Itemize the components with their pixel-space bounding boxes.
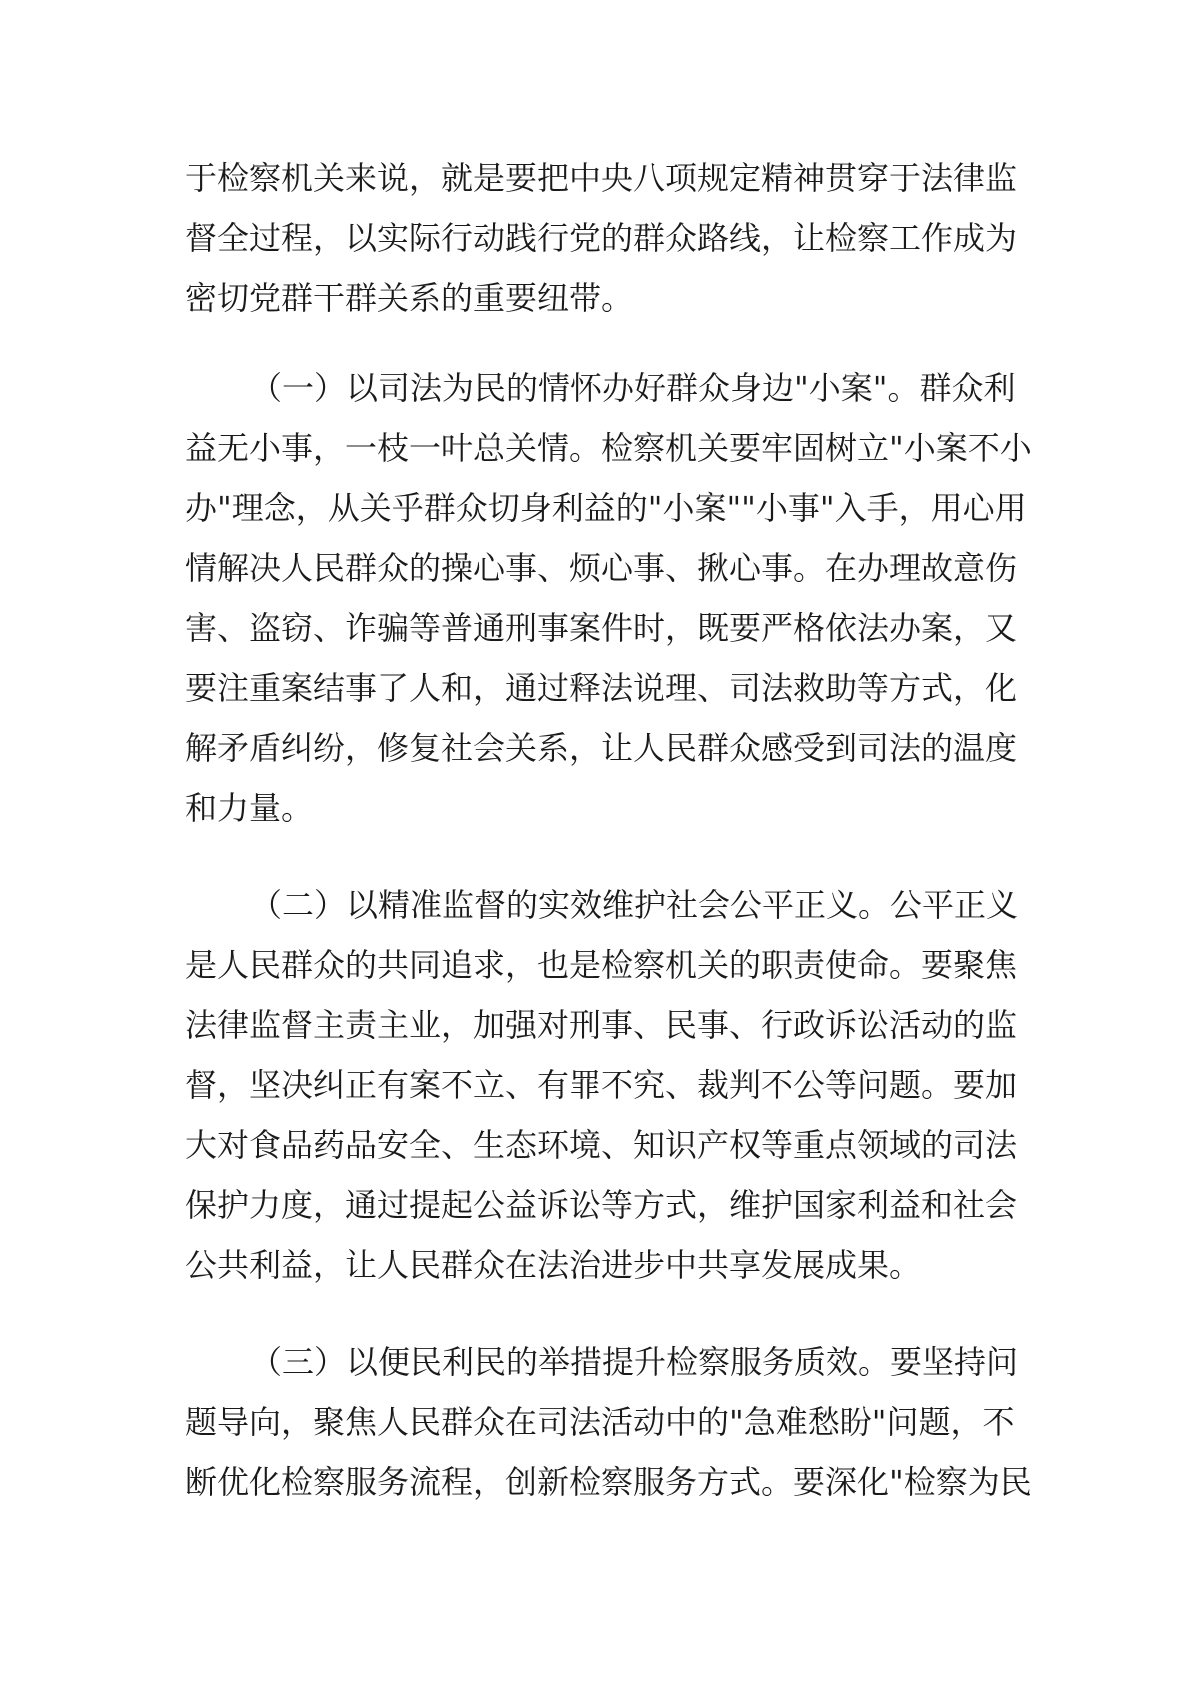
text-line: 情解决人民群众的操心事、烦心事、揪心事。在办理故意伤: [185, 549, 1018, 587]
paragraph-section-2: [185, 875, 1019, 1295]
text-line: 益无小事，一枝一叶总关情。检察机关要牢固树立"小案不小: [185, 429, 1032, 467]
text-line: 密切党群干群关系的重要纽带。: [185, 279, 634, 317]
paragraph-continuation: [185, 148, 1018, 328]
text-line: 和力量。: [185, 789, 314, 827]
section-heading-line: （三）以便民利民的举措提升检察服务质效。要坚持问: [250, 1343, 1019, 1381]
text-line: 保护力度，通过提起公益诉讼等方式，维护国家利益和社会: [185, 1186, 1018, 1224]
text-line: 害、盗窃、诈骗等普通刑事案件时，既要严格依法办案，又: [185, 609, 1018, 647]
text-line: 大对食品药品安全、生态环境、知识产权等重点领域的司法: [185, 1126, 1018, 1164]
text-line: 断优化检察服务流程，创新检察服务方式。要深化"检察为民: [185, 1463, 1032, 1501]
text-line: 是人民群众的共同追求，也是检察机关的职责使命。要聚焦: [185, 946, 1018, 984]
text-line: 督，坚决纠正有案不立、有罪不究、裁判不公等问题。要加: [185, 1066, 1018, 1104]
section-heading-line: （一）以司法为民的情怀办好群众身边"小案"。群众利: [250, 369, 1016, 407]
text-line: 督全过程，以实际行动践行党的群众路线，让检察工作成为: [185, 219, 1018, 257]
text-line: 法律监督主责主业，加强对刑事、民事、行政诉讼活动的监: [185, 1006, 1018, 1044]
text-line: 要注重案结事了人和，通过释法说理、司法救助等方式，化: [185, 669, 1018, 707]
text-line: 题导向，聚焦人民群众在司法活动中的"急难愁盼"问题，不: [185, 1403, 1015, 1441]
text-line: 办"理念，从关乎群众切身利益的"小案""小事"入手，用心用: [185, 489, 1027, 527]
text-line: 解矛盾纠纷，修复社会关系，让人民群众感受到司法的温度: [185, 729, 1018, 767]
paragraph-section-3: [185, 1332, 1032, 1512]
paragraph-section-1: [185, 358, 1032, 838]
text-line: 于检察机关来说，就是要把中央八项规定精神贯穿于法律监: [185, 159, 1018, 197]
text-line: 公共利益，让人民群众在法治进步中共享发展成果。: [185, 1246, 922, 1284]
section-heading-line: （二）以精准监督的实效维护社会公平正义。公平正义: [250, 886, 1019, 924]
